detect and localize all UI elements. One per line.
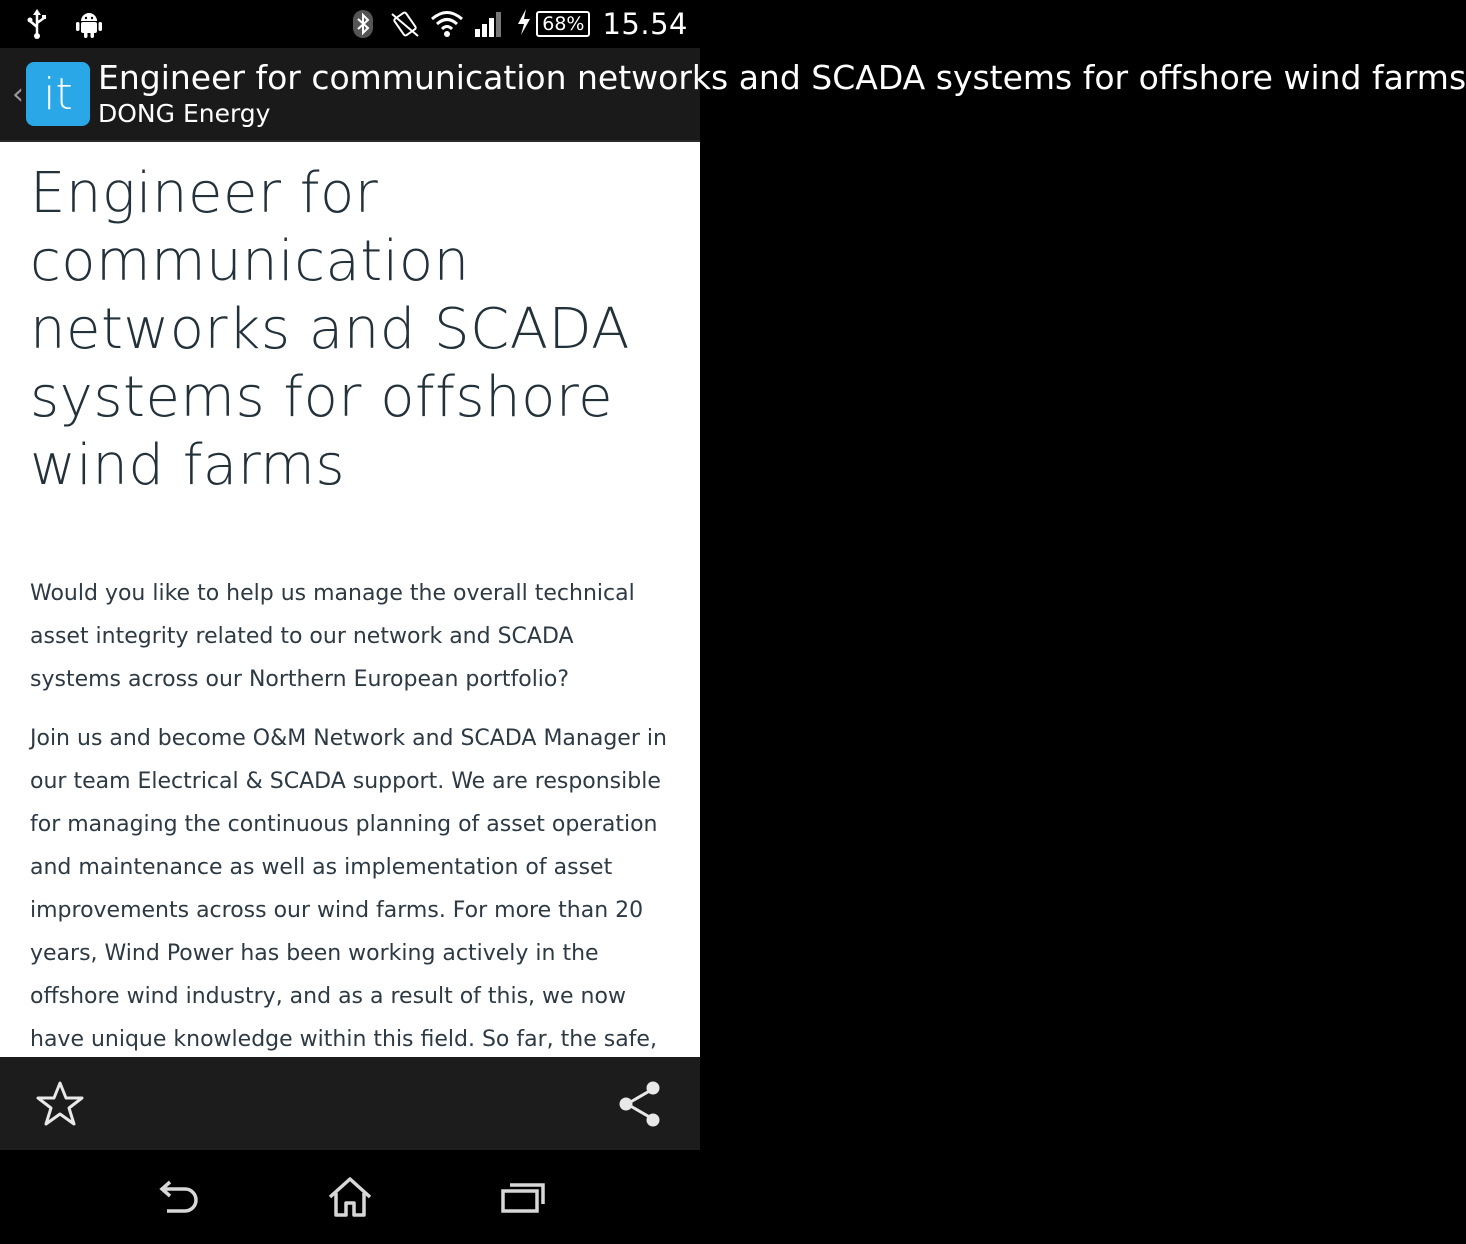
home-icon[interactable]: [320, 1167, 380, 1227]
battery-icon: [536, 11, 590, 37]
star-icon[interactable]: [34, 1078, 86, 1130]
job-paragraph: Would you like to help us manage the overall technical asset integrity related to our network and SCADA systems across our Northern European portfolio?: [30, 581, 635, 692]
charging-icon: [516, 8, 532, 40]
battery-percent: 68%: [542, 13, 585, 35]
action-bar-title: Engineer for communication networks and SCADA systems for offshore wind farms: [98, 58, 1466, 97]
action-bar: [0, 48, 1466, 142]
app-icon[interactable]: [26, 62, 90, 126]
vibrate-icon: [390, 9, 420, 39]
job-title: Engineer for communication networks and SCADA systems for offshore wind farms: [30, 161, 630, 498]
app-icon-label: it: [43, 68, 73, 120]
bottom-action-bar: [0, 1057, 700, 1150]
job-paragraph: Join us and become O&M Network and SCADA Manager in our team Electrical & SCADA support. We are responsible for managing the continuous planning of asset operation and maintenance as well as implementation of asset improvements across our wind farms. For more than 20 years, Wind Power has been working actively in the offshore wind industry, and as a result of this, we now have unique knowledge within this field. So far, the safe,: [30, 726, 667, 1052]
share-icon[interactable]: [614, 1078, 666, 1130]
signal-icon: [474, 9, 504, 39]
clock: 15.54: [602, 7, 688, 41]
wifi-icon: [432, 9, 462, 39]
back-icon[interactable]: [147, 1167, 207, 1227]
job-content[interactable]: [0, 142, 700, 1057]
action-bar-subtitle: DONG Energy: [98, 99, 271, 128]
status-bar: [0, 0, 700, 48]
up-navigation-icon[interactable]: ‹: [12, 76, 24, 112]
action-bar-titles: [98, 58, 1466, 130]
battery-indicator: [516, 8, 590, 40]
android-icon: [74, 9, 104, 39]
bluetooth-icon: [348, 9, 378, 39]
recents-icon[interactable]: [493, 1167, 553, 1227]
usb-icon: [22, 9, 52, 39]
system-nav-bar: [0, 1150, 700, 1244]
